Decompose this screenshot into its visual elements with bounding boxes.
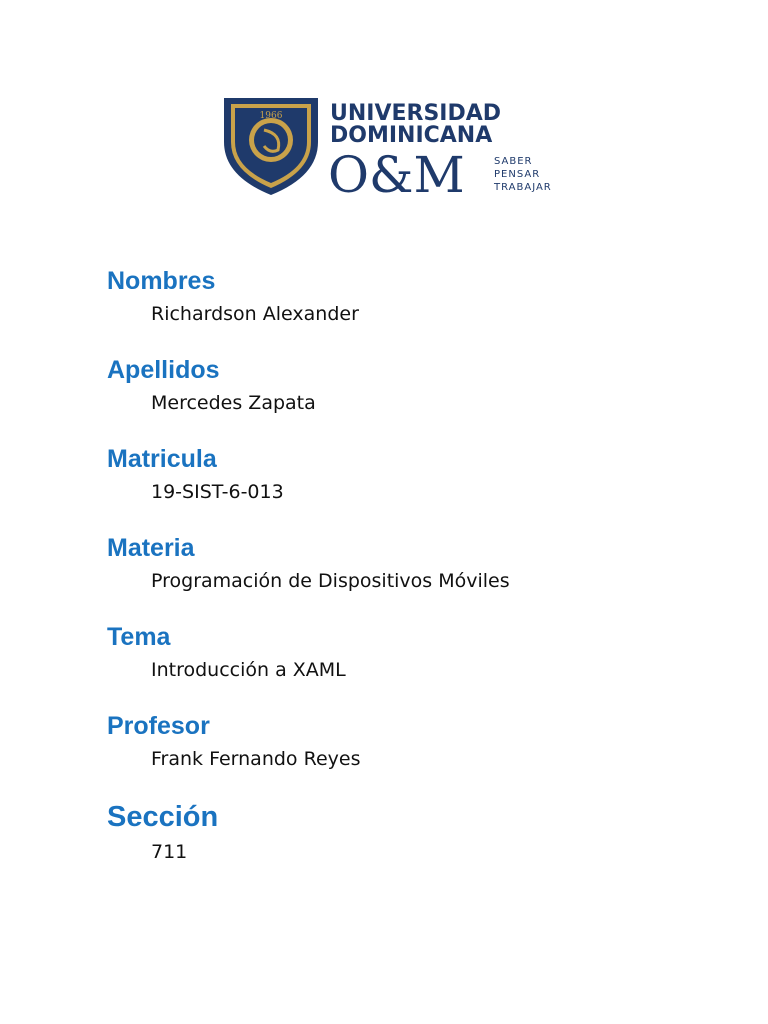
field-label-materia: Materia bbox=[107, 534, 195, 562]
university-logo-graphic bbox=[222, 94, 562, 204]
field-seccion bbox=[107, 798, 727, 865]
field-tema bbox=[107, 620, 727, 683]
student-info bbox=[107, 264, 727, 865]
field-value-matricula: 19-SIST-6-013 bbox=[151, 481, 284, 503]
logo-motto-1: SABER bbox=[494, 156, 533, 167]
field-apellidos bbox=[107, 353, 727, 416]
field-nombres bbox=[107, 264, 727, 327]
logo-name-line1: UNIVERSIDAD bbox=[330, 101, 502, 126]
field-label-seccion: Sección bbox=[107, 801, 219, 833]
field-materia bbox=[107, 531, 727, 594]
field-value-nombres: Richardson Alexander bbox=[151, 303, 359, 325]
field-label-matricula: Matricula bbox=[107, 445, 217, 473]
field-value-seccion: 711 bbox=[151, 841, 188, 863]
logo-year: 1966 bbox=[259, 111, 283, 121]
logo-brand: O&M bbox=[328, 146, 465, 204]
field-label-apellidos: Apellidos bbox=[107, 356, 220, 384]
shield-crest-icon bbox=[224, 98, 318, 195]
university-logo bbox=[222, 94, 562, 204]
field-value-apellidos: Mercedes Zapata bbox=[151, 392, 316, 414]
field-label-profesor: Profesor bbox=[107, 712, 210, 740]
field-value-tema: Introducción a XAML bbox=[151, 659, 346, 681]
field-label-nombres: Nombres bbox=[107, 267, 216, 295]
logo-motto-2: PENSAR bbox=[494, 169, 541, 180]
logo-motto-3: TRABAJAR bbox=[494, 182, 552, 193]
logo-name-line2: DOMINICANA bbox=[330, 123, 493, 148]
field-value-profesor: Frank Fernando Reyes bbox=[151, 748, 361, 770]
field-profesor bbox=[107, 709, 727, 772]
field-matricula bbox=[107, 442, 727, 505]
field-label-tema: Tema bbox=[107, 623, 171, 651]
field-value-materia: Programación de Dispositivos Móviles bbox=[151, 570, 510, 592]
